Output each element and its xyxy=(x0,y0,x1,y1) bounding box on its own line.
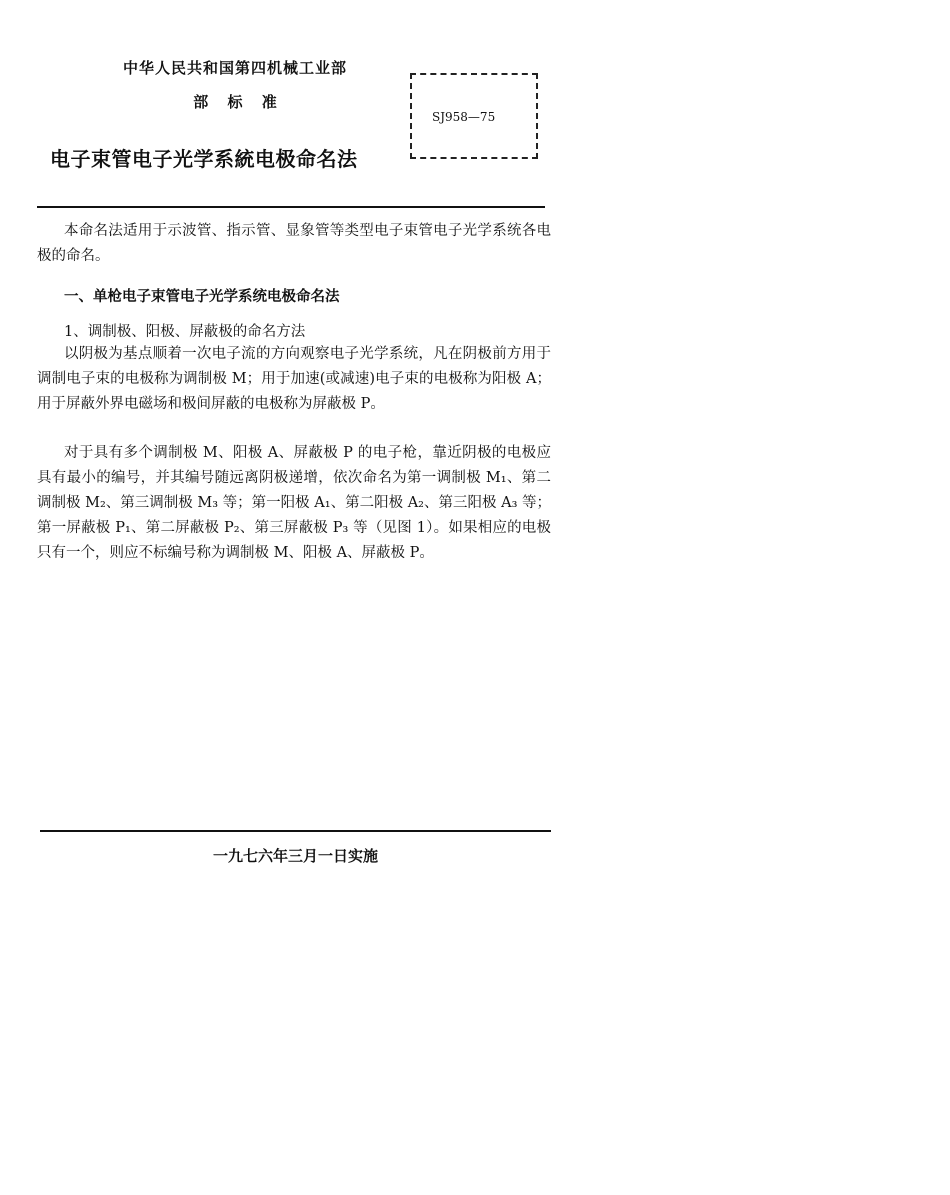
issuer-name: 中华人民共和国第四机械工业部 xyxy=(122,59,347,77)
footer-divider xyxy=(40,830,551,832)
paragraph-naming-method: 以阴极为基点顺着一次电子流的方向观察电子光学系统，凡在阴极前方用于调制电子束的电极称为调制极 M；用于加速(或减速)电子束的电极称为阳极 A；用于屏蔽外界电磁场和极间屏蔽的电极称为屏蔽极 P。 xyxy=(37,346,551,412)
document-title: 电子束管电子光学系統电极命名法 xyxy=(50,147,358,171)
subsection-heading: 1、调制极、阳极、屏蔽极的命名方法 xyxy=(64,324,306,340)
intro-paragraph: 本命名法适用于示波管、指示管、显象管等类型电子束管电子光学系统各电极的命名。 xyxy=(37,223,551,264)
effective-date: 一九七六年三月一日实施 xyxy=(212,847,378,865)
standard-code: SJ958—75 xyxy=(432,110,496,124)
header-divider xyxy=(37,206,545,208)
standard-type: 部 标 准 xyxy=(193,93,277,111)
section-heading: 一、单枪电子束管电子光学系统电极命名法 xyxy=(64,289,340,305)
paragraph-numbering: 对于具有多个调制极 M、阳极 A、屏蔽极 P 的电子枪，靠近阴极的电极应具有最小的编号，并其编号随远离阴极递增，依次命名为第一调制极 M₁、第二调制极 M₂、第三调制极 M₃ 等；第一阳极 A₁、第二阳极 A₂、第三阳极 A₃ 等；第一屏蔽极 P₁、第二屏蔽极 P₂、第三屏蔽极 P₃ 等（见图 1）。如果相应的电极只有一个，则应不标编号称为调制极 M、阳极 A、屏蔽极 P。 xyxy=(37,445,551,561)
